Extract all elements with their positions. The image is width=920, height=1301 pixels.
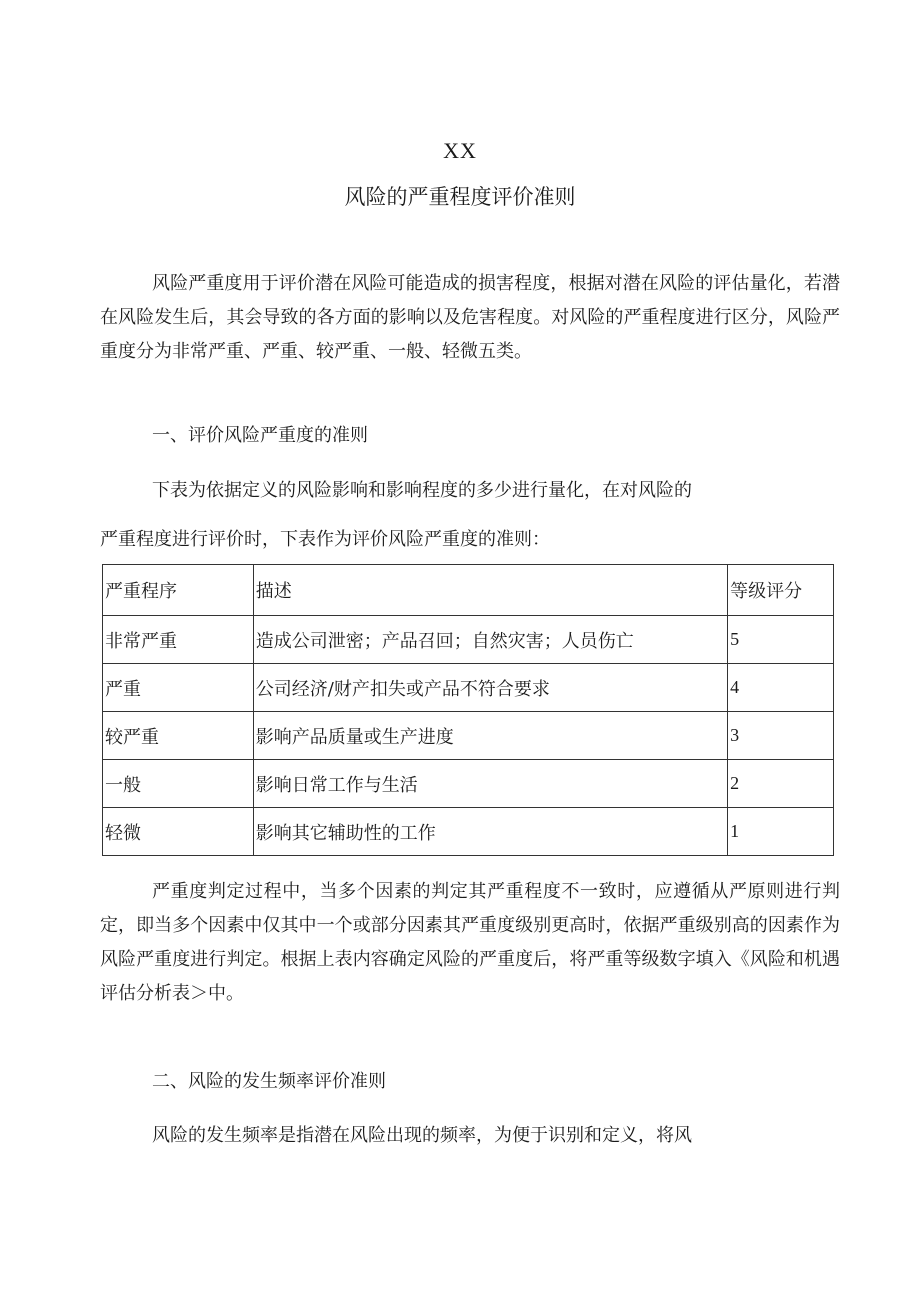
judgment-paragraph: 严重度判定过程中，当多个因素的判定其严重程度不一致时，应遵循从严原则进行判定，即当多个因素中仅其中一个或部分因素其严重度级别更高时，依据严重级别高的因素作为风险严重度进行判定。根据上表内容确定风险的严重度后，将严重等级数字填入《风险和机遇评估分析表＞中。	[100, 881, 840, 1004]
cell-description: 造成公司泄密；产品召回；自然灾害；人员伤亡	[253, 616, 727, 664]
severity-criteria-table	[102, 564, 834, 856]
table-row	[103, 808, 834, 856]
cell-level: 严重	[103, 664, 254, 712]
cell-level: 一般	[103, 760, 254, 808]
header-severity: 严重程序	[103, 565, 254, 616]
section-heading-2: 二、风险的发生频率评价准则	[152, 1071, 386, 1092]
table-row	[103, 616, 834, 664]
intro-paragraph: 风险严重度用于评价潜在风险可能造成的损害程度，根据对潜在风险的评估量化，若潜在风险发生后，其会导致的各方面的影响以及危害程度。对风险的严重程度进行区分，风险严重度分为非常严重、严重、较严重、一般、轻微五类。	[100, 273, 840, 362]
cell-level: 轻微	[103, 808, 254, 856]
cell-score: 5	[728, 616, 834, 664]
table-row	[103, 712, 834, 760]
cell-level: 较严重	[103, 712, 254, 760]
section1-line-1: 下表为依据定义的风险影响和影响程度的多少进行量化，在对风险的	[152, 480, 692, 501]
cell-score: 4	[728, 664, 834, 712]
header-description: 描述	[253, 565, 727, 616]
table-header-row	[103, 565, 834, 616]
cell-score: 1	[728, 808, 834, 856]
section2-line-1: 风险的发生频率是指潜在风险出现的频率，为便于识别和定义，将风	[152, 1125, 692, 1146]
cell-description: 公司经济/财产扣失或产品不符合要求	[253, 664, 727, 712]
section1-line-2: 严重程度进行评价时，下表作为评价风险严重度的准则：	[100, 529, 550, 550]
cell-description: 影响其它辅助性的工作	[253, 808, 727, 856]
cell-description: 影响日常工作与生活	[253, 760, 727, 808]
cell-description: 影响产品质量或生产进度	[253, 712, 727, 760]
section-heading-1: 一、评价风险严重度的准则	[152, 425, 368, 446]
document-title: 风险的严重程度评价准则	[344, 185, 576, 209]
header-score: 等级评分	[728, 565, 834, 616]
table-row	[103, 664, 834, 712]
table-row	[103, 760, 834, 808]
cell-level: 非常严重	[103, 616, 254, 664]
document-code: XX	[443, 138, 477, 163]
cell-score: 3	[728, 712, 834, 760]
cell-score: 2	[728, 760, 834, 808]
